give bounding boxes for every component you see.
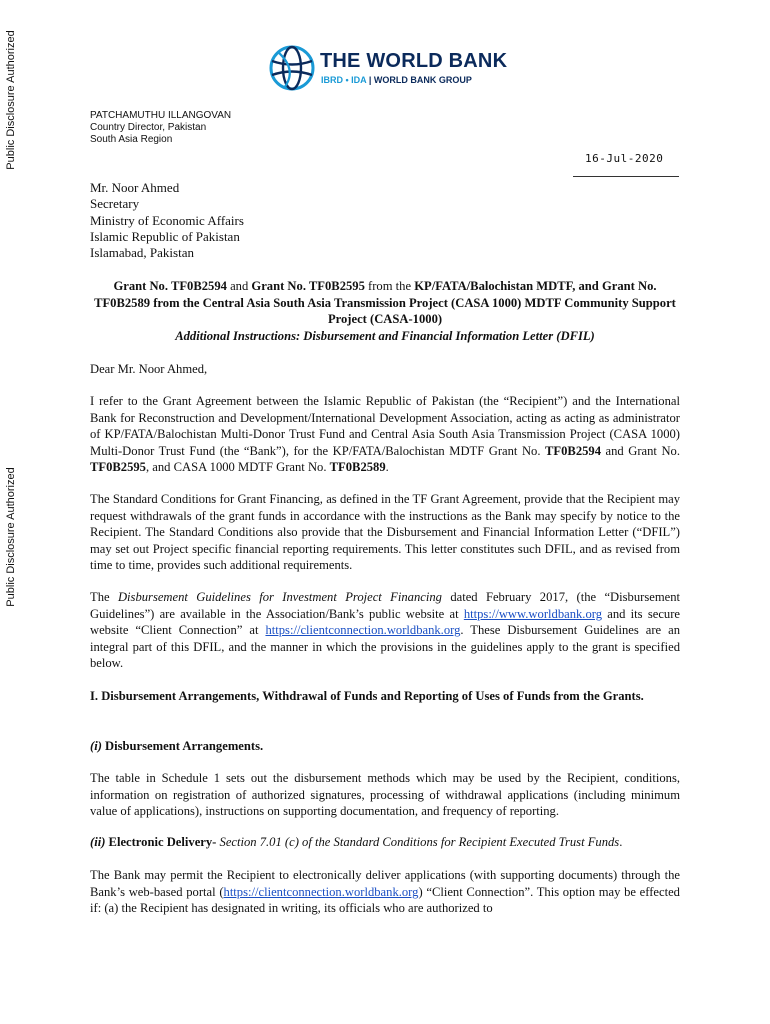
logo-title: THE WORLD BANK [320, 50, 508, 72]
recipient-address [90, 180, 244, 261]
subject-grant-no: TF0B2595 [308, 279, 365, 293]
world-bank-logo [268, 44, 508, 94]
paragraph-disbursement-guidelines: The Disbursement Guidelines for Investment Project Financing dated February 2017, (the “Disbursement Guidelines”) are available in the Association/Bank’s public website at https://www.worldbank.org and its secure website “Client Connection” at https://clientconnection.worldbank.org. These Disbursement Guidelines are an integral part of this DFIL, and the manner in which the provisions in the guidelines apply to the grant is specified below. [90, 590, 680, 670]
disclosure-side-label-top [0, 0, 22, 200]
recipient-title: Secretary [90, 196, 140, 212]
subject-block [90, 278, 680, 344]
salutation: Dear Mr. Noor Ahmed, [90, 362, 208, 376]
logo-group: WORLD BANK GROUP [373, 75, 472, 85]
sender-role: Country Director, Pakistan [90, 122, 207, 133]
sender-name: PATCHAMUTHU ILLANGOVAN [90, 110, 232, 121]
recipient-ministry: Ministry of Economic Affairs [90, 212, 244, 228]
subject-subtitle: Additional Instructions: Disbursement and Financial Information Letter (DFIL) [175, 328, 595, 343]
paragraph-electronic-delivery: The Bank may permit the Recipient to electronically deliver applications (with supporting documents) through the Bank’s web-based portal (https://clientconnection.worldbank.org) “Client Connection”. This option may be effected if: (a) the Recipient has designated in writing, its officials who are authorized to [90, 868, 680, 915]
logo-subtitle [321, 75, 472, 85]
subject-heading [90, 278, 680, 328]
recipient-city: Islamabad, Pakistan [90, 245, 194, 261]
section-heading: I. Disbursement Arrangements, Withdrawal of Funds and Reporting of Uses of Funds from the Grants. [90, 689, 644, 703]
letter-date: 16-Jul-2020 [585, 152, 664, 165]
client-connection-link[interactable]: https://clientconnection.worldbank.org [223, 884, 419, 899]
subject-rest: KP/FATA/Balochistan MDTF, and Grant No. TF0B2589 from the Central Asia South Asia Transmission Project (CASA 1000) MDTF Community Support Project (CASA-1000) [94, 279, 676, 326]
date-underline [573, 176, 679, 177]
worldbank-link[interactable]: https://www.worldbank.org [463, 606, 603, 621]
paragraph-grant-agreement: I refer to the Grant Agreement between the Islamic Republic of Pakistan (the “Recipient”) and the International Bank for Reconstruction and Development/International Development Association, acting as acting as administrator of KP/FATA/Balochistan Multi-Donor Trust Fund and Central Asia South Asia Transmission Project (CASA 1000) Multi-Donor Trust Fund (the “Bank”), for the KP/FATA/Balochistan MDTF Grant No. TF0B2594 and Grant No. TF0B2595, and CASA 1000 MDTF Grant No. TF0B2589. [90, 394, 680, 474]
subsection-electronic-delivery: (ii) Electronic Delivery- Section 7.01 (c) of the Standard Conditions for Recipient Executed Trust Funds. [90, 835, 623, 849]
subject-grant-label: Grant No. [113, 279, 171, 293]
client-connection-link[interactable]: https://clientconnection.worldbank.org [265, 623, 461, 637]
disclosure-label-text: Public Disclosure Authorized [5, 30, 17, 170]
sender-block [90, 110, 231, 146]
subject-from: from the [364, 279, 415, 293]
subject-grant-label: Grant No. [251, 279, 309, 293]
globe-icon [268, 44, 316, 92]
paragraph-standard-conditions: The Standard Conditions for Grant Financing, as defined in the TF Grant Agreement, provide that the Recipient may request withdrawals of the grant funds in accordance with the instructions as the Bank may specify by notice to the Recipient. The Standard Conditions also provide that the Disbursement and Financial Information Letter (“DFIL”) may set out Project specific financial reporting requirements. This letter constitutes such DFIL, and as revised from time to time, provides such additional requirements. [90, 492, 680, 572]
paragraph-schedule-table: The table in Schedule 1 sets out the disbursement methods which may be used by the Recipient, conditions, information on registration of authorized signatures, processing of withdrawal applications (including minimum value of applications), instructions on supporting documentation, and frequency of reporting. [90, 771, 680, 818]
logo-ibrd-ida: IBRD • IDA [321, 75, 367, 85]
disclosure-label-text: Public Disclosure Authorized [5, 467, 17, 607]
subsection-heading-disbursement: (i) Disbursement Arrangements. [90, 739, 264, 753]
disclosure-side-label-middle [0, 452, 22, 622]
subject-grant-no: TF0B2594 [170, 279, 227, 293]
recipient-name: Mr. Noor Ahmed [90, 180, 180, 195]
subject-and: and [226, 279, 252, 293]
sender-region: South Asia Region [90, 134, 173, 145]
recipient-country: Islamic Republic of Pakistan [90, 228, 240, 244]
logo-separator: | [368, 75, 372, 85]
